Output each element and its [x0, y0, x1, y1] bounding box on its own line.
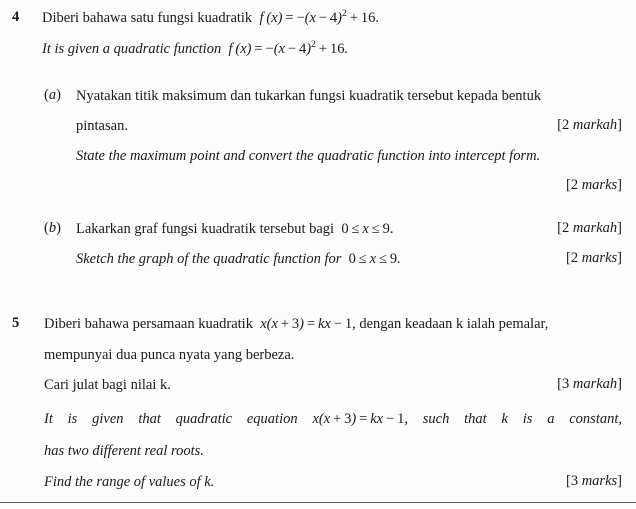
- question-4b-marks-english: [2 marks]: [565, 250, 622, 266]
- question-4a-marks-english: [2 marks]: [565, 177, 622, 193]
- q4-stem-malay-formula: f $(x) = -(x - 4)^2 + 16$: [259, 8, 376, 26]
- q5-english-equation: x(x + 3) = kx − 1: [312, 411, 405, 427]
- q4a-marks-malay-count: 2: [561, 117, 570, 133]
- q4-stem-malay-period: .: [375, 10, 380, 26]
- question-4a-malay-line-1: [76, 88, 541, 105]
- q4a-english-text-1: State the maximum point and convert the quadratic function into intercept form.: [76, 148, 541, 164]
- q4b-marks-malay-count: 2: [561, 220, 570, 236]
- question-4-part-a-label: (a): [44, 87, 61, 103]
- q5-malay-equation: x(x + 3) = kx − 1: [260, 316, 353, 332]
- q4b-malay-inequality: 0 ≤ x ≤ 9: [341, 221, 390, 237]
- question-4-part-b-label: (b): [44, 220, 61, 236]
- q4a-marks-english-word: marks: [581, 177, 618, 193]
- question-5-english-line-1: [44, 411, 622, 428]
- question-5-malay-line-3: [44, 377, 171, 394]
- q5-english-text-1: It is given that quadratic equation: [44, 411, 298, 427]
- question-4b-english-line: [76, 251, 401, 268]
- q4-stem-malay-text: Diberi bahawa satu fungsi kuadratik: [42, 10, 253, 26]
- q4b-malay-period: .: [389, 221, 394, 237]
- q5-marks-malay-count: 3: [561, 376, 570, 392]
- question-4b-marks-malay: [2 markah]: [557, 220, 622, 236]
- q4-stem-english-period: .: [344, 41, 349, 57]
- question-5-marks-english: [3 marks]: [565, 473, 622, 489]
- q4b-english-period: .: [397, 251, 401, 267]
- question-4-stem-english: [42, 41, 348, 58]
- question-5-marks-malay: [3 markah]: [557, 376, 622, 392]
- q5-english-text-1-suffix: , such that k is a constant,: [404, 411, 623, 427]
- q5-malay-text-3: Cari julat bagi nilai k.: [44, 377, 171, 393]
- question-4b-malay-line: [76, 221, 393, 238]
- q4a-malay-text-1: Nyatakan titik maksimum dan tukarkan fungsi kuadratik tersebut kepada bentuk: [76, 88, 542, 104]
- q4a-marks-english-count: 2: [570, 177, 579, 193]
- q5-malay-text-1: Diberi bahawa persamaan kuadratik: [44, 316, 253, 332]
- q4b-english-text: Sketch the graph of the quadratic function for: [76, 251, 342, 267]
- question-4a-english-line-1: [76, 148, 540, 165]
- q5-marks-english-count: 3: [570, 473, 579, 489]
- question-5-malay-line-1: [44, 316, 548, 333]
- q5-malay-text-2: mempunyai dua punca nyata yang berbeza.: [44, 347, 295, 363]
- question-number-4: 4: [12, 9, 20, 25]
- q5-marks-english-word: marks: [581, 473, 618, 489]
- q4b-marks-english-word: marks: [581, 250, 618, 266]
- question-4a-marks-malay: [2 markah]: [557, 117, 622, 133]
- q4b-marks-malay-word: markah: [572, 220, 618, 236]
- q4b-english-inequality: 0 ≤ x ≤ 9: [348, 251, 398, 267]
- page-bottom-divider: [0, 502, 636, 503]
- q5-english-text-3: Find the range of values of k.: [44, 474, 215, 490]
- q4-stem-english-formula: f $(x) = -(x - 4)^2 + 16$: [228, 39, 345, 57]
- q5-marks-malay-word: markah: [572, 376, 618, 392]
- q5-malay-text-1-suffix: , dengan keadaan k ialah pemalar,: [352, 316, 549, 332]
- q4b-marks-english-count: 2: [570, 250, 579, 266]
- question-5-english-line-2: [44, 443, 204, 460]
- question-4a-malay-line-2: [76, 118, 128, 135]
- question-5-english-line-3: [44, 474, 214, 491]
- q4a-malay-text-2: pintasan.: [76, 118, 128, 134]
- question-4-stem-malay: [42, 10, 379, 27]
- q4-stem-english-text: It is given a quadratic function: [42, 41, 222, 57]
- q5-english-text-2: has two different real roots.: [44, 443, 204, 459]
- question-number-5: 5: [12, 315, 20, 331]
- question-5-malay-line-2: [44, 347, 294, 364]
- q4b-malay-text: Lakarkan graf fungsi kuadratik tersebut bagi: [76, 221, 335, 237]
- q4a-marks-malay-word: markah: [572, 117, 618, 133]
